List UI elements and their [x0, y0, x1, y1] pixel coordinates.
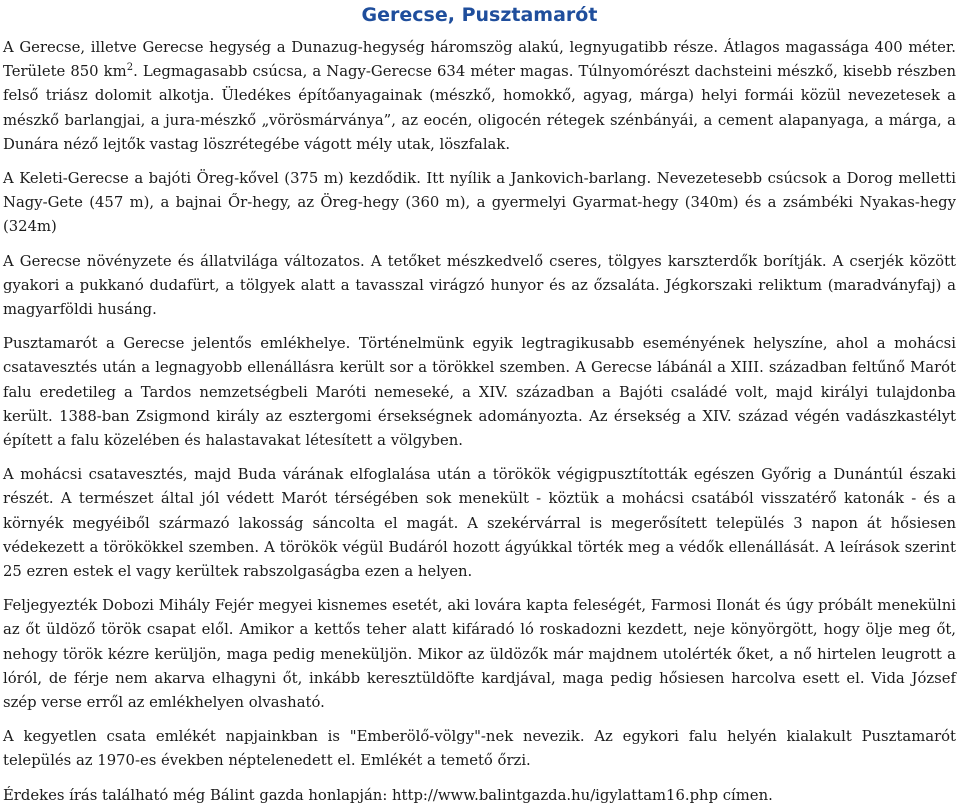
superscript-2: 2 [126, 62, 134, 74]
paragraph-overview-text-a: A Gerecse, illetve Gerecse hegység a Dunazug-hegység háromszög alakú, legnyugatibb része. Átlagos magassága 400 méter. Területe 850 km [3, 39, 956, 81]
paragraph-battle: A mohácsi csatavesztés, majd Buda várának elfoglalása után a törökök végigpusztították egészen Győrig a Dunántúl északi részét. A természet által jól védett Marót térségében sok menekült - köztük a mohácsi csatából visszatérő katonák - és a környék megyéiből származó lakosság sáncolta el magát. A szekérvárral is megerősített település 3 napon át hősiesen védekezett a törökökkel szemben. A törökök végül Budáról hozott ágyúkkal törték meg a védők ellenállását. A leírások szerint 25 ezren estek el vagy kerültek rabszolgaságba ezen a helyen. [3, 466, 956, 581]
paragraph-memorial: A kegyetlen csata emlékét napjainkban is "Emberölő-völgy"-nek nevezik. Az egykori falu helyén kialakult Pusztamarót település az 1970-es években néptelenedett el. Emlékét a temető őrzi. [3, 728, 956, 770]
paragraph-further-reading: Érdekes írás található még Bálint gazda honlapján: http://www.balintgazda.hu/igylattam16.php címen. [3, 786, 773, 804]
paragraph-dobozi-story: Feljegyezték Dobozi Mihály Fejér megyei kisnemes esetét, aki lovára kapta feleségét, Farmosi Ilonát és úgy próbált menekülni az őt üldöző török csapat elől. Amikor a kettős teher alatt kifáradó ló roskadozni kezdett, neje könyörgött, hogy ölje meg őt, nehogy török kézre kerüljön, maga pedig meneküljön. Mikor az üldözők már majdnem utolérték őket, a nő hirtelen leugrott a lóról, de férje nem akarva elhagyni őt, inkább keresztüldöfte kardjával, maga pedig hősiesen harcolva esett el. Vida József szép verse erről az emlékhelyen olvasható. [3, 597, 956, 712]
paragraph-flora-fauna: A Gerecse növényzete és állatvilága változatos. A tetőket mészkedvelő cseres, tölgyes karszterdők borítják. A cserjék között gyakori a pukkanó dudafürt, a tölgyek alatt a tavasszal virágzó hunyor és az őzsaláta. Jégkorszaki reliktum (maradványfaj) a magyarföldi husáng. [3, 252, 956, 319]
paragraph-pusztamarot-history: Pusztamarót a Gerecse jelentős emlékhelye. Történelmünk egyik legtragikusabb eseményének helyszíne, ahol a mohácsi csatavesztés után a legnagyobb ellenállásra került sor a törökkel szemben. A Gerecse lábánál a XIII. században feltűnő Marót falu eredetileg a Tardos nemzetségbeli Maróti nemeseké, a XIV. században a Bajóti családé volt, majd királyi tulajdonba került. 1388-ban Zsigmond király az esztergomi érsekségnek adományozta. Az érsekség a XIV. század végén vadászkastélyt épített a falu közelében és halastavakat létesített a völgyben. [3, 335, 956, 450]
paragraph-overview-text-b: . Legmagasabb csúcsa, a Nagy-Gerecse 634 méter magas. Túlnyomórészt dachsteini mészkő, kisebb részben felső triász dolomit alkotja. Üledékes építőanyagainak (mészkő, homokkő, agyag, márga) helyi formái közül nevezetesek a mészkő barlangjai, a jura-mészkő „vörösmárványa”, az eocén, oligocén rétegek szénbányái, a cement alapanyaga, a márga, a Dunára néző lejtők vastag löszrétegébe vágott mély utak, löszfalak. [3, 63, 957, 153]
page-title: Gerecse, Pusztamarót [361, 4, 598, 26]
paragraph-keleti-gerecse: A Keleti-Gerecse a bajóti Öreg-kővel (375 m) kezdődik. Itt nyílik a Jankovich-barlang. Nevezetesebb csúcsok a Dorog melletti Nagy-Gete (457 m), a bajnai Őr-hegy, az Öreg-hegy (360 m), a gyermelyi Gyarmat-hegy (340m) és a zsámbéki Nyakas-hegy (324m) [3, 170, 956, 236]
paragraph-overview [3, 36, 956, 157]
document-page [0, 2, 960, 804]
